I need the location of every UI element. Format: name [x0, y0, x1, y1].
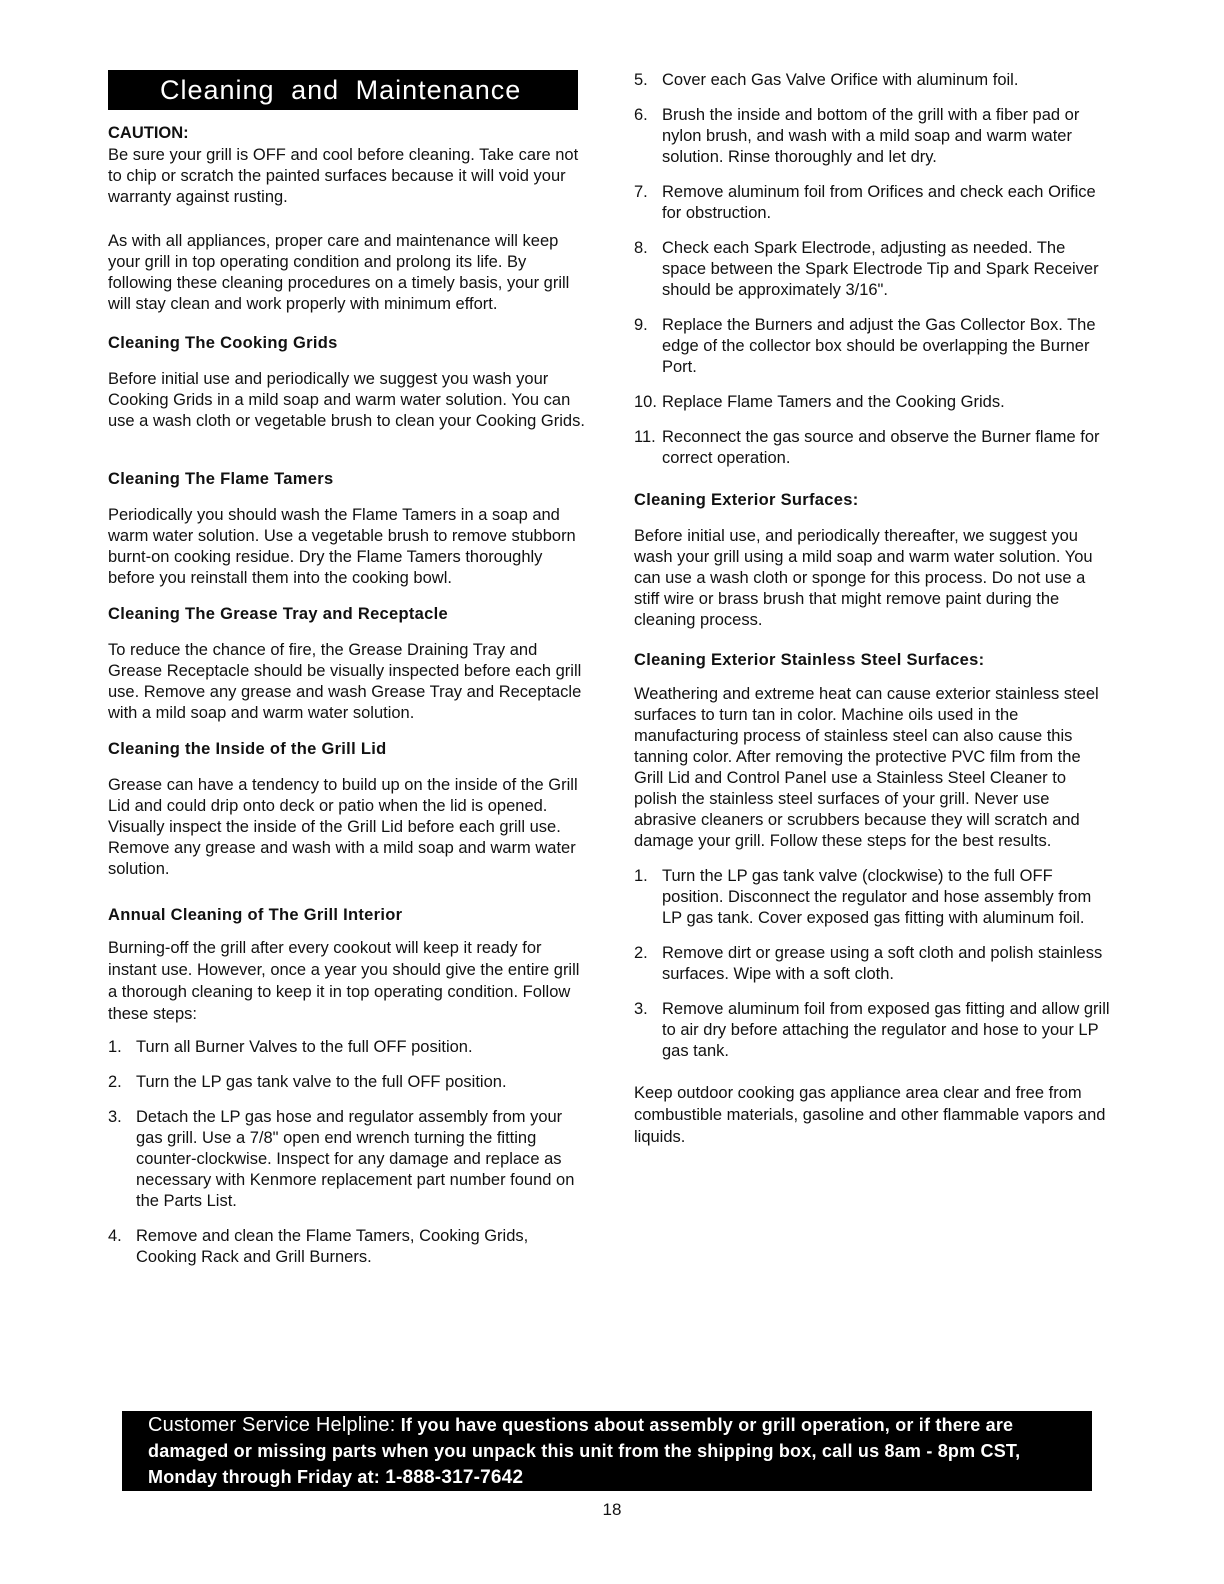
step-number: 2.: [634, 944, 648, 962]
helpline-text: If you have questions about assembly or grill operation, or if there are damaged or missing parts when you unpack this unit from the shipping box, call us 8am - 8pm CST, Monday through Friday at:: [148, 1415, 1021, 1487]
stainless-steps-list: [634, 866, 1112, 1062]
list-item: [634, 70, 1112, 91]
list-item: [634, 427, 1112, 469]
caution-heading: CAUTION:: [108, 124, 189, 142]
step-number: 6.: [634, 106, 648, 124]
flame-tamers-heading: Cleaning The Flame Tamers: [108, 470, 334, 488]
grease-tray-heading: Cleaning The Grease Tray and Receptacle: [108, 605, 448, 623]
list-item: [634, 866, 1112, 929]
step-number: 3.: [108, 1108, 122, 1126]
stainless-text: Weathering and extreme heat can cause exterior stainless steel surfaces to turn tan in color. Machine oils used in the manufacturing process of stainless steel can also cause this tanning color. After removing the protective PVC film from the Grill Lid and Control Panel use a Stainless Steel Cleaner to polish the stainless steel surfaces of your grill. Never use abrasive cleaners or scrubbers because they will scratch and damage your grill. Follow these steps for the best results.: [634, 685, 1099, 850]
step-text: Check each Spark Electrode, adjusting as needed. The space between the Spark Electrode Tip and Spark Receiver should be approximately 3/16".: [662, 239, 1099, 299]
list-item: [634, 315, 1112, 378]
exterior-heading: Cleaning Exterior Surfaces:: [634, 491, 859, 509]
step-number: 8.: [634, 239, 648, 257]
step-number: 11.: [634, 428, 656, 446]
grill-lid-text: Grease can have a tendency to build up on the inside of the Grill Lid and could drip onto deck or patio when the lid is opened. Visually inspect the inside of the Grill Lid before each grill use. Remove any grease and wash with a mild soap and warm water solution.: [108, 776, 578, 878]
list-item: [108, 1072, 586, 1093]
stainless-heading: Cleaning Exterior Stainless Steel Surfaces:: [634, 651, 985, 669]
step-number: 4.: [108, 1227, 122, 1245]
step-text: Detach the LP gas hose and regulator assembly from your gas grill. Use a 7/8" open end wrench turning the fitting counter-clockwise. Inspect for any damage and replace as necessary with Kenmore replacement part number found on the Parts List.: [136, 1108, 575, 1210]
annual-steps-list: [108, 1037, 586, 1268]
step-number: 9.: [634, 316, 648, 334]
annual-steps-list-continued: [634, 70, 1112, 469]
list-item: [634, 999, 1112, 1062]
intro-text: As with all appliances, proper care and maintenance will keep your grill in top operating condition and prolong its life. By following these cleaning procedures on a timely basis, your grill will stay clean and work properly with minimum effort.: [108, 232, 570, 313]
annual-cleaning-heading: Annual Cleaning of The Grill Interior: [108, 906, 403, 924]
cooking-grids-text: Before initial use and periodically we suggest you wash your Cooking Grids in a mild soap and warm water solution. You can use a wash cloth or vegetable brush to clean your Cooking Grids.: [108, 370, 585, 430]
list-item: [634, 943, 1112, 985]
closing-text: Keep outdoor cooking gas appliance area clear and free from combustible materials, gasoline and other flammable vapors and liquids.: [634, 1084, 1106, 1146]
step-number: 5.: [634, 71, 648, 89]
step-text: Remove and clean the Flame Tamers, Cooking Grids, Cooking Rack and Grill Burners.: [136, 1227, 529, 1266]
list-item: [108, 1226, 586, 1268]
grease-tray-text: To reduce the chance of fire, the Grease Draining Tray and Grease Receptacle should be visually inspected before each grill use. Remove any grease and wash Grease Tray and Receptacle with a mild soap and warm water solution.: [108, 641, 582, 722]
step-text: Remove aluminum foil from Orifices and check each Orifice for obstruction.: [662, 183, 1096, 222]
step-text: Reconnect the gas source and observe the Burner flame for correct operation.: [662, 428, 1100, 467]
list-item: [634, 392, 1112, 413]
step-number: 1.: [108, 1038, 122, 1056]
step-text: Turn the LP gas tank valve to the full OFF position.: [136, 1073, 507, 1091]
helpline-phone: 1-888-317-7642: [385, 1467, 524, 1488]
step-text: Turn the LP gas tank valve (clockwise) to the full OFF position. Disconnect the regulator and hose assembly from LP gas tank. Cover exposed gas fitting with aluminum foil.: [662, 867, 1092, 927]
grill-lid-heading: Cleaning the Inside of the Grill Lid: [108, 740, 387, 758]
cooking-grids-heading: Cleaning The Cooking Grids: [108, 334, 338, 352]
exterior-text: Before initial use, and periodically thereafter, we suggest you wash your grill using a mild soap and warm water solution. You can use a wash cloth or sponge for this process. Do not use a stiff wire or brass brush that might remove paint during the cleaning process.: [634, 527, 1093, 629]
list-item: [108, 1107, 586, 1212]
customer-service-banner: [122, 1411, 1092, 1491]
step-text: Cover each Gas Valve Orifice with aluminum foil.: [662, 71, 1019, 89]
left-column: [108, 70, 586, 1282]
section-title: Cleaning and Maintenance: [108, 70, 578, 110]
page-number: 18: [602, 1500, 622, 1519]
annual-cleaning-text: Burning-off the grill after every cookout will keep it ready for instant use. However, once a year you should give the entire grill a thorough cleaning to keep it in top operating condition. Follow these steps:: [108, 939, 580, 1023]
step-number: 7.: [634, 183, 648, 201]
step-text: Remove aluminum foil from exposed gas fitting and allow grill to air dry before attaching the regulator and hose to your LP gas tank.: [662, 1000, 1110, 1060]
list-item: [634, 105, 1112, 168]
list-item: [634, 238, 1112, 301]
caution-text: Be sure your grill is OFF and cool before cleaning. Take care not to chip or scratch the painted surfaces because it will void your warranty against rusting.: [108, 146, 579, 206]
step-text: Brush the inside and bottom of the grill with a fiber pad or nylon brush, and wash with a mild soap and warm water solution. Rinse thoroughly and let dry.: [662, 106, 1080, 166]
flame-tamers-text: Periodically you should wash the Flame Tamers in a soap and warm water solution. Use a vegetable brush to remove stubborn burnt-on cooking residue. Dry the Flame Tamers thoroughly before you reinstall them into the cooking bowl.: [108, 506, 576, 587]
list-item: [634, 182, 1112, 224]
step-text: Turn all Burner Valves to the full OFF position.: [136, 1038, 473, 1056]
step-number: 1.: [634, 867, 648, 885]
right-column: [634, 70, 1112, 1148]
step-number: 3.: [634, 1000, 648, 1018]
step-number: 10.: [634, 393, 657, 411]
step-text: Replace the Burners and adjust the Gas Collector Box. The edge of the collector box should be overlapping the Burner Port.: [662, 316, 1096, 376]
step-text: Remove dirt or grease using a soft cloth and polish stainless surfaces. Wipe with a soft cloth.: [662, 944, 1103, 983]
step-text: Replace Flame Tamers and the Cooking Grids.: [662, 393, 1005, 411]
list-item: [108, 1037, 586, 1058]
step-number: 2.: [108, 1073, 122, 1091]
helpline-label: Customer Service Helpline:: [148, 1414, 396, 1436]
